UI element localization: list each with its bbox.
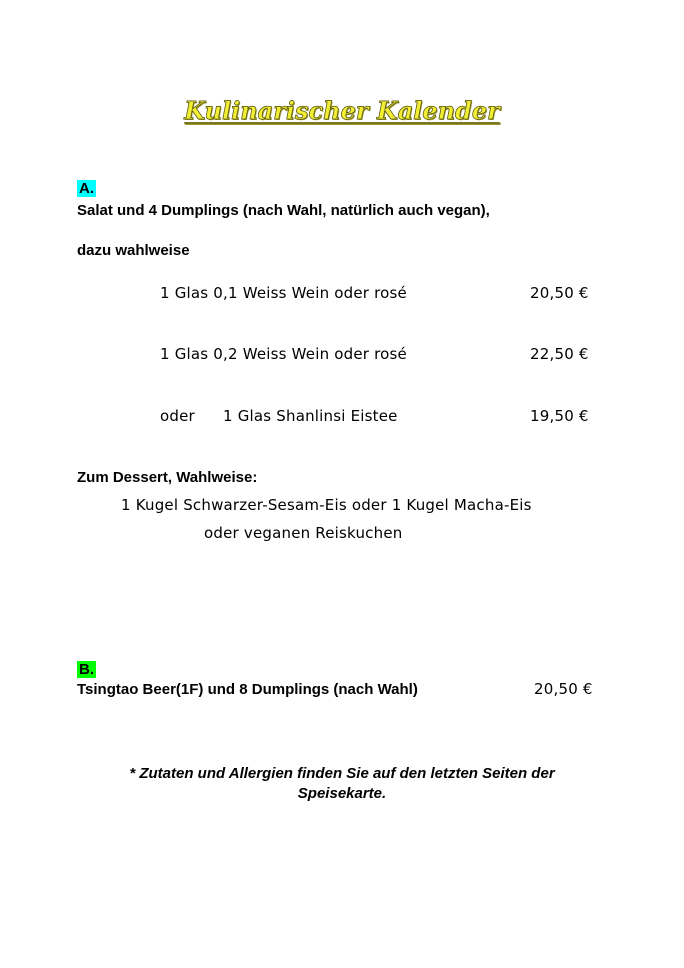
section-a-marker: A. [79,180,94,197]
dessert-heading: Zum Dessert, Wahlweise: [77,469,258,486]
footnote-line-2: Speisekarte. [297,785,387,802]
option-3-price: 19,50 € [530,407,589,425]
section-a-subheading: dazu wahlweise [77,242,190,259]
page-title: Kulinarischer Kalender [184,96,500,125]
option-3-label: 1 Glas Shanlinsi Eistee [223,407,398,425]
section-b-marker-wrap [77,661,96,678]
section-b-item: Tsingtao Beer(1F) und 8 Dumplings (nach Wahl) [77,681,418,698]
footnote-line-1: * Zutaten und Allergien finden Sie auf den letzten Seiten der [129,765,555,782]
section-a-heading: Salat und 4 Dumplings (nach Wahl, natürlich auch vegan), [77,202,490,219]
section-b-marker: B. [79,661,94,678]
option-2-price: 22,50 € [530,345,589,363]
footnote [0,764,684,804]
dessert-line-2: oder veganen Reiskuchen [204,524,403,542]
option-1-label: 1 Glas 0,1 Weiss Wein oder rosé [160,284,407,302]
option-1-price: 20,50 € [530,284,589,302]
section-a-marker-wrap [77,180,96,197]
option-2-label: 1 Glas 0,2 Weiss Wein oder rosé [160,345,407,363]
section-b-price: 20,50 € [534,680,593,698]
dessert-line-1: 1 Kugel Schwarzer-Sesam-Eis oder 1 Kugel Macha-Eis [121,496,532,514]
option-3-prefix: oder [160,407,195,425]
